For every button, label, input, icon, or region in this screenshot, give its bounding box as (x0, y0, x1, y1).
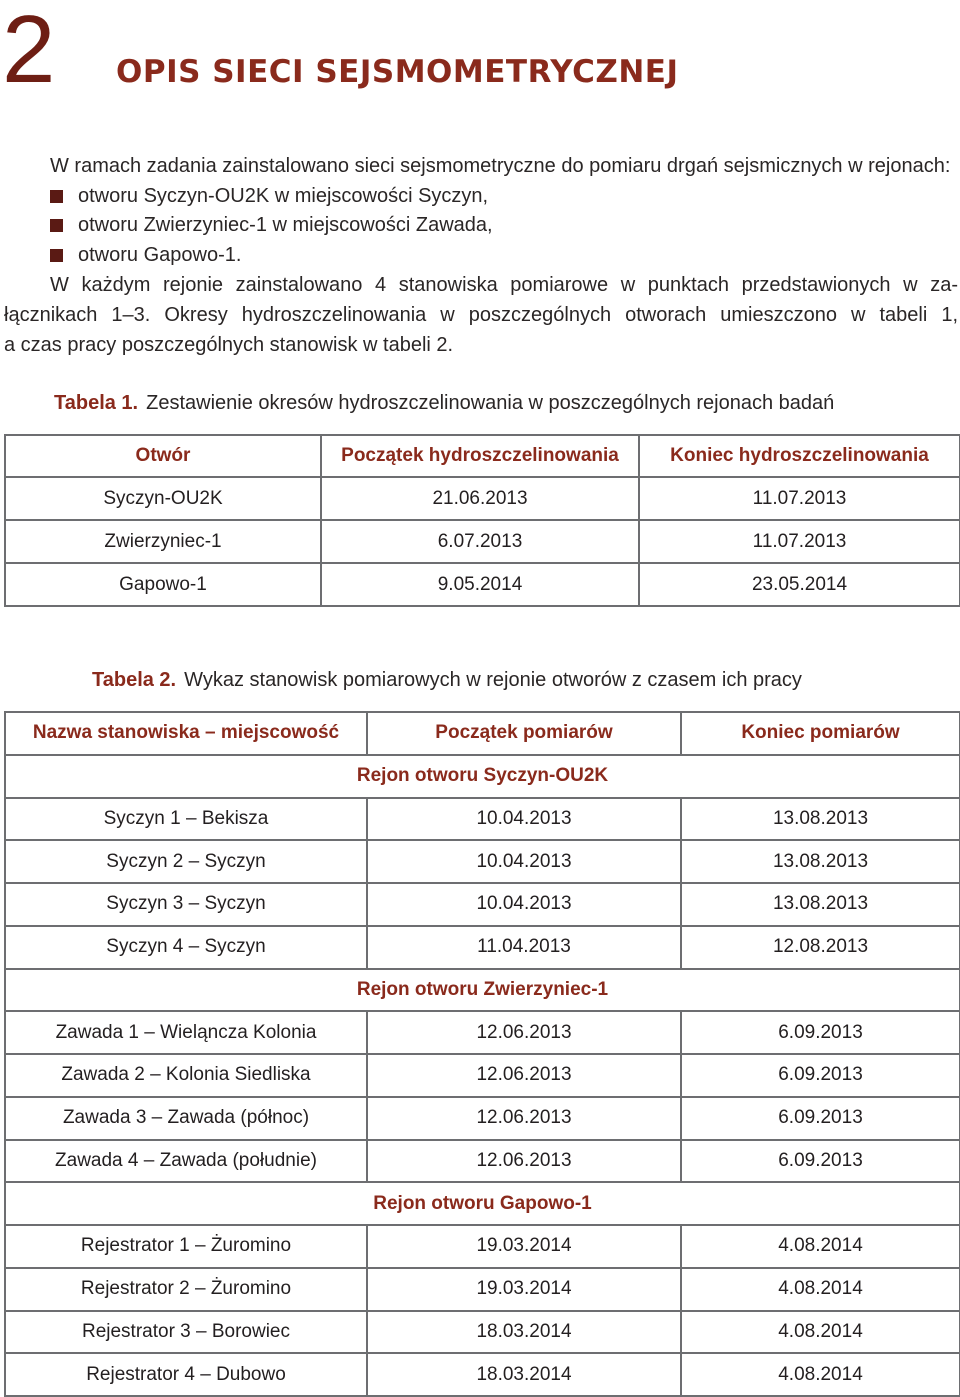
table-cell: 12.06.2013 (367, 1054, 681, 1097)
table2-caption (92, 667, 802, 693)
table-cell: 18.03.2014 (367, 1353, 681, 1396)
table-cell: 6.09.2013 (681, 1054, 960, 1097)
table-cell: 12.08.2013 (681, 926, 960, 969)
table-header-row (5, 712, 960, 755)
bullet-text: otworu Syczyn-OU2K w miejscowości Syczyn, (78, 184, 489, 207)
table-cell: 23.05.2014 (639, 563, 960, 606)
bullet-text: otworu Zwierzyniec-1 w miejscowości Zawada, (78, 214, 493, 236)
square-bullet-icon (50, 190, 63, 203)
table-row (5, 883, 960, 926)
bullet-item (50, 211, 956, 241)
table-cell: 21.06.2013 (321, 477, 639, 520)
table2-caption-text: Wykaz stanowisk pomiarowych w rejonie otworów z czasem ich pracy (184, 669, 802, 691)
table-cell: Zawada 4 – Zawada (południe) (5, 1140, 367, 1183)
column-header: Nazwa stanowiska – miejscowość (5, 712, 367, 755)
table-cell: Rejestrator 3 – Borowiec (5, 1311, 367, 1354)
table1-caption (54, 390, 834, 416)
table-row (5, 1140, 960, 1183)
section-number: 2 (2, 0, 52, 103)
intro-block (50, 152, 956, 270)
table-row (5, 798, 960, 841)
table-cell: 10.04.2013 (367, 840, 681, 883)
table-cell: 4.08.2014 (681, 1353, 960, 1396)
table2-label: Tabela 2. (92, 669, 177, 691)
body-paragraph (4, 270, 958, 360)
table-measurement-stations (4, 711, 960, 1397)
table-cell: 12.06.2013 (367, 1011, 681, 1054)
column-header: Koniec hydroszczelinowania (639, 435, 960, 477)
paragraph-line: W każdym rejonie zainstalowano 4 stanowiska pomiarowe w punktach przedstawionych w za- (50, 274, 958, 296)
square-bullet-icon (50, 219, 63, 232)
table-cell: Zwierzyniec-1 (5, 520, 321, 563)
table1-label: Tabela 1. (54, 392, 139, 414)
table-row (5, 1311, 960, 1354)
table-cell: 18.03.2014 (367, 1311, 681, 1354)
table-cell: Gapowo-1 (5, 563, 321, 606)
bullet-item (50, 182, 956, 212)
table-cell: 4.08.2014 (681, 1311, 960, 1354)
table-cell: Rejestrator 1 – Żuromino (5, 1225, 367, 1268)
table-cell: Syczyn 3 – Syczyn (5, 883, 367, 926)
table-cell: 12.06.2013 (367, 1097, 681, 1140)
table-row (5, 926, 960, 969)
column-header: Koniec pomiarów (681, 712, 960, 755)
region-name: Rejon otworu Gapowo-1 (5, 1182, 960, 1225)
table-row (5, 477, 960, 520)
table-cell: 13.08.2013 (681, 883, 960, 926)
table-row (5, 1353, 960, 1396)
table-cell: 12.06.2013 (367, 1140, 681, 1183)
table-cell: 6.09.2013 (681, 1097, 960, 1140)
region-row (5, 755, 960, 798)
table-cell: Syczyn-OU2K (5, 477, 321, 520)
table-row (5, 840, 960, 883)
table-cell: Zawada 3 – Zawada (północ) (5, 1097, 367, 1140)
column-header: Początek hydroszczelinowania (321, 435, 639, 477)
table-cell: Zawada 1 – Wieląncza Kolonia (5, 1011, 367, 1054)
table-cell: Rejestrator 4 – Dubowo (5, 1353, 367, 1396)
column-header: Otwór (5, 435, 321, 477)
section-title: OPIS SIECI SEJSMOMETRYCZNEJ (116, 54, 679, 90)
region-row (5, 1182, 960, 1225)
table-cell: Syczyn 4 – Syczyn (5, 926, 367, 969)
intro-lead: W ramach zadania zainstalowano sieci sejsmometryczne do pomiaru drgań sejsmicznych w rejonach: (50, 155, 951, 177)
table-row (5, 1225, 960, 1268)
table-cell: 4.08.2014 (681, 1225, 960, 1268)
table-cell: 10.04.2013 (367, 798, 681, 841)
region-name: Rejon otworu Zwierzyniec-1 (5, 969, 960, 1012)
table-row (5, 563, 960, 606)
table-cell: 13.08.2013 (681, 798, 960, 841)
table-cell: 4.08.2014 (681, 1268, 960, 1311)
section-heading (0, 0, 960, 103)
table-hydrofracturing-periods (4, 434, 960, 607)
bullet-item (50, 241, 956, 271)
table-cell: 6.07.2013 (321, 520, 639, 563)
table-cell: 19.03.2014 (367, 1225, 681, 1268)
table-row (5, 1054, 960, 1097)
bullet-text: otworu Gapowo-1. (78, 243, 242, 266)
region-row (5, 969, 960, 1012)
table-row (5, 1097, 960, 1140)
table-cell: 19.03.2014 (367, 1268, 681, 1311)
paragraph-line: łącznikach 1–3. Okresy hydroszczelinowania w poszczególnych otworach umieszczono w tabeli 1, (4, 304, 958, 326)
table-cell: 13.08.2013 (681, 840, 960, 883)
table-cell: Rejestrator 2 – Żuromino (5, 1268, 367, 1311)
table-cell: 11.07.2013 (639, 477, 960, 520)
table-row (5, 1011, 960, 1054)
table-cell: Zawada 2 – Kolonia Siedliska (5, 1054, 367, 1097)
table-cell: Syczyn 2 – Syczyn (5, 840, 367, 883)
table-cell: 11.07.2013 (639, 520, 960, 563)
paragraph-line: a czas pracy poszczególnych stanowisk w tabeli 2. (4, 334, 454, 356)
table-cell: 9.05.2014 (321, 563, 639, 606)
table-row (5, 1268, 960, 1311)
table-cell: 11.04.2013 (367, 926, 681, 969)
table-header-row (5, 435, 960, 477)
region-name: Rejon otworu Syczyn-OU2K (5, 755, 960, 798)
square-bullet-icon (50, 249, 63, 262)
table-cell: 6.09.2013 (681, 1140, 960, 1183)
column-header: Początek pomiarów (367, 712, 681, 755)
table1-caption-text: Zestawienie okresów hydroszczelinowania w poszczególnych rejonach badań (146, 392, 835, 414)
table-cell: Syczyn 1 – Bekisza (5, 798, 367, 841)
table-cell: 10.04.2013 (367, 883, 681, 926)
table-row (5, 520, 960, 563)
table-cell: 6.09.2013 (681, 1011, 960, 1054)
